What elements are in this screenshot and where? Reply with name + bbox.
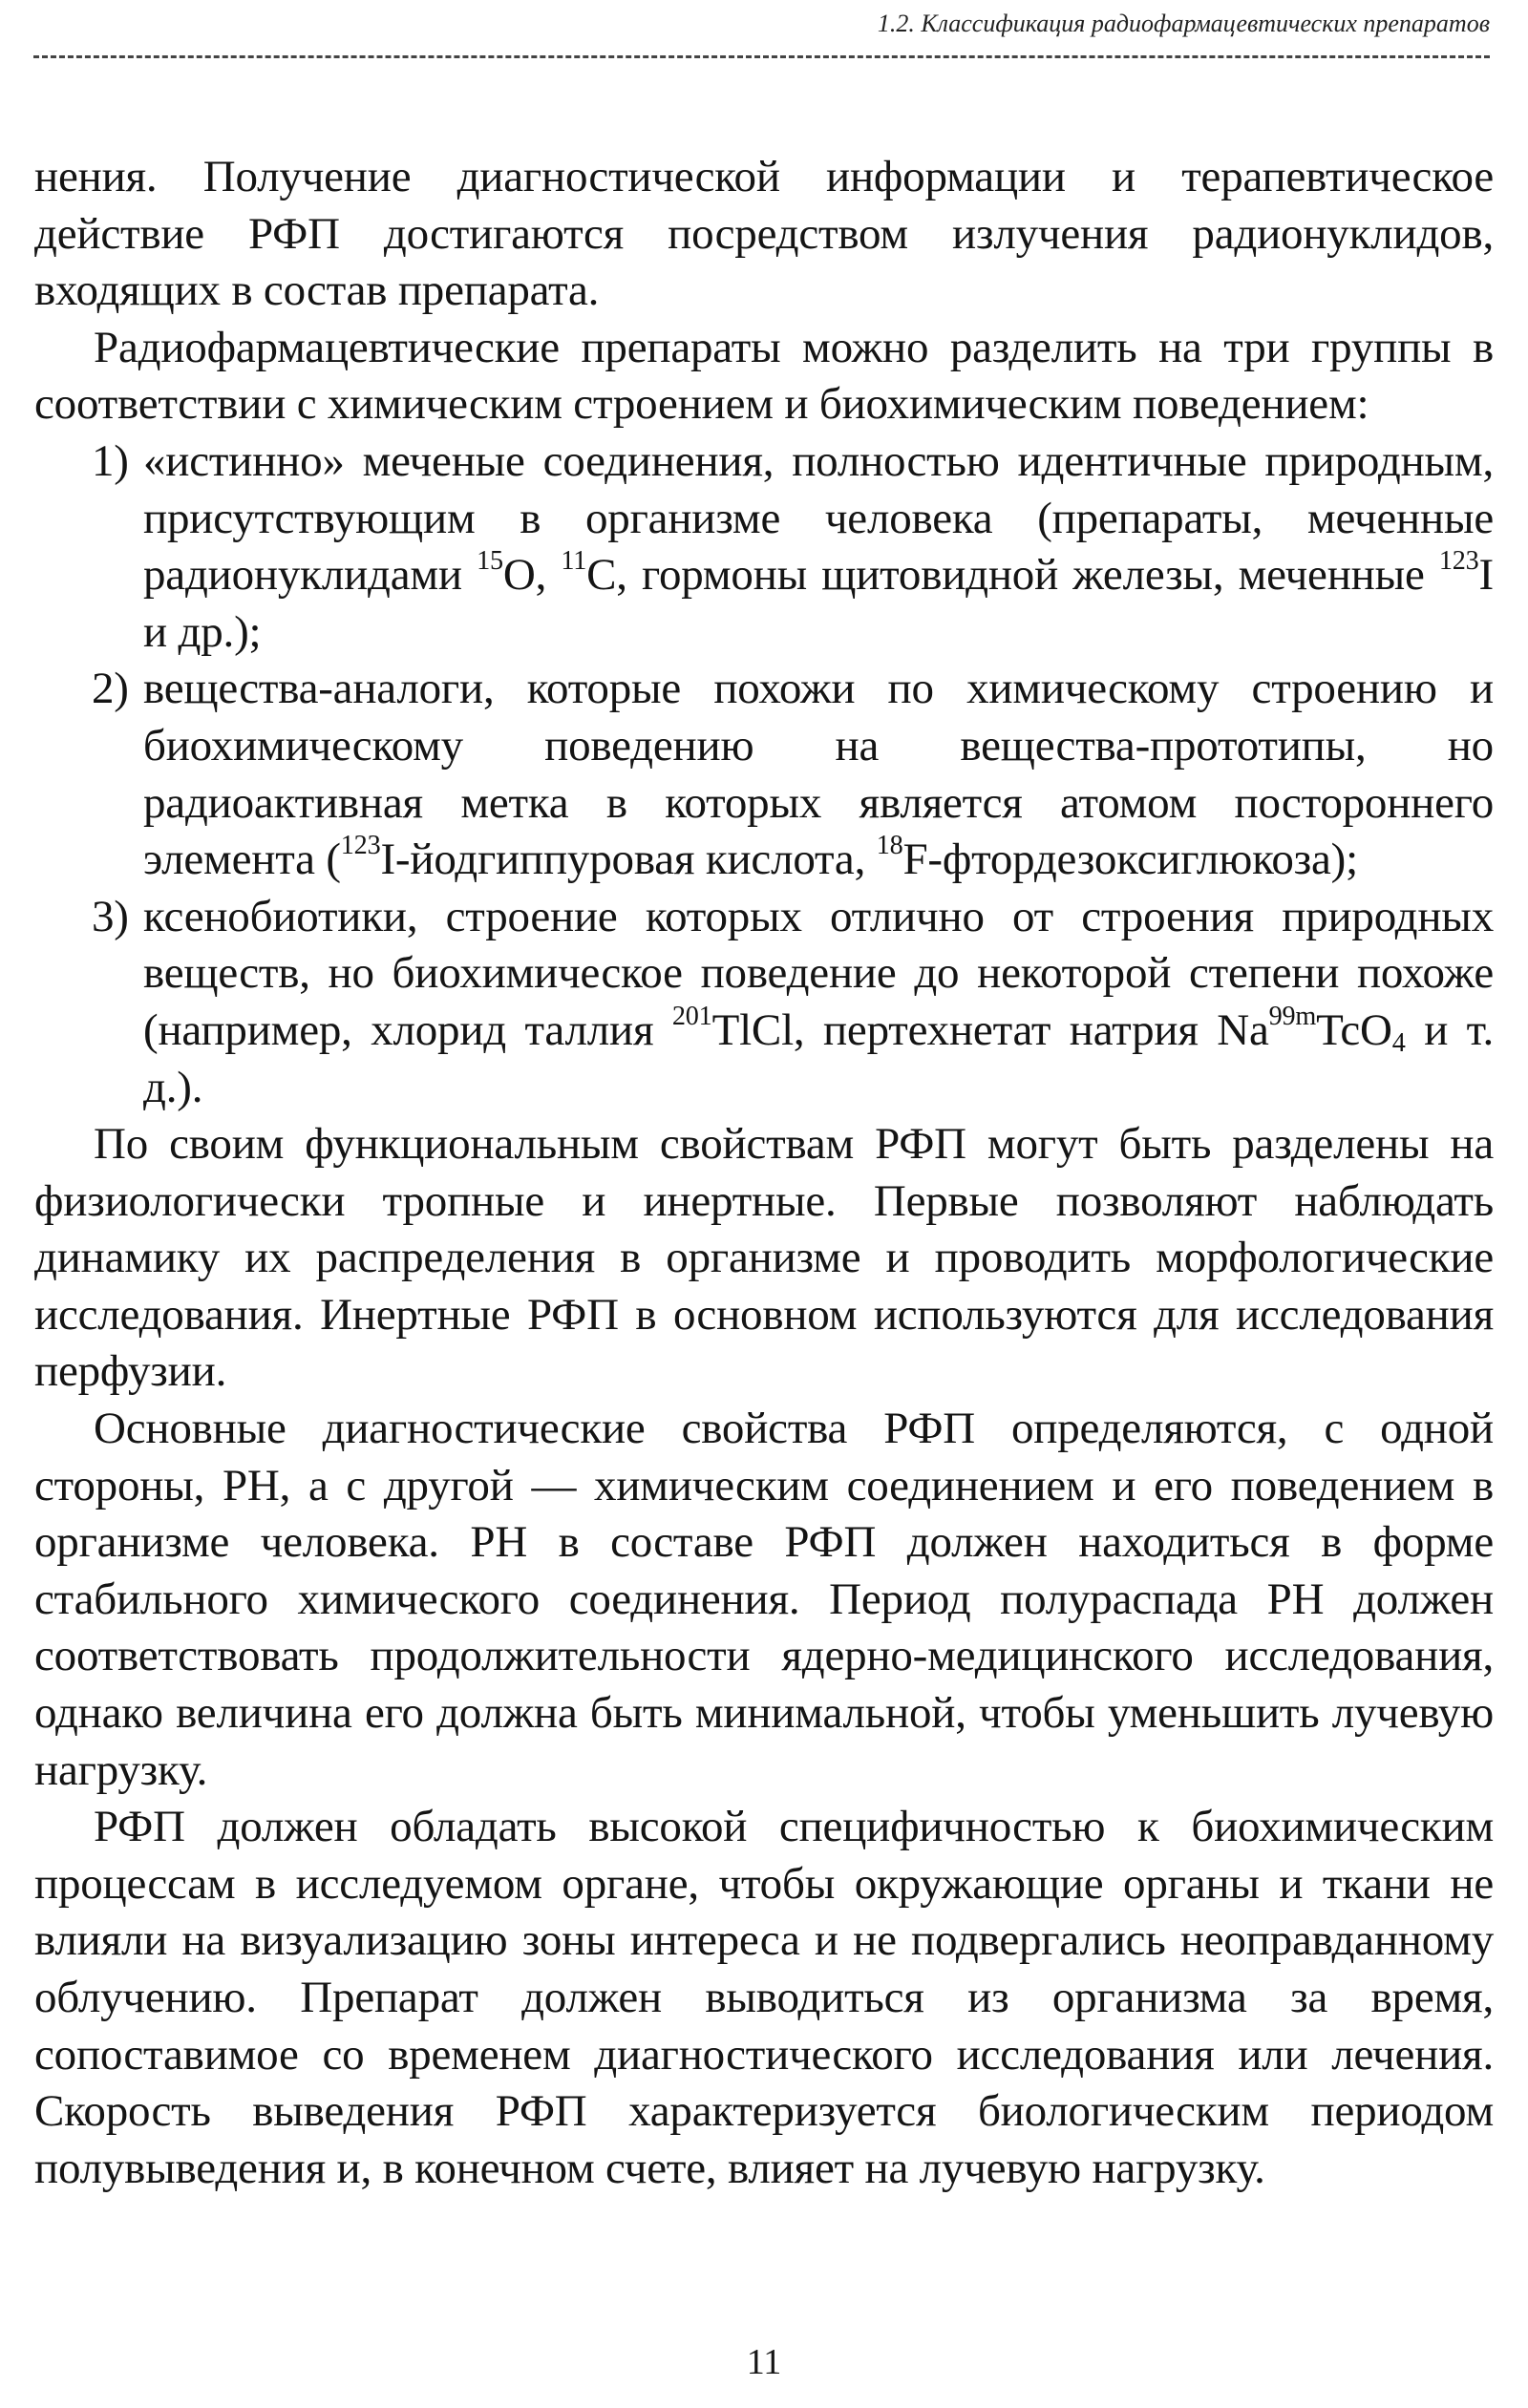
list-text: C, гормоны щитовидной железы, меченные bbox=[586, 550, 1439, 601]
list-text: TlCl, пертехнетат натрия Na bbox=[711, 1004, 1269, 1055]
page-number: 11 bbox=[746, 2342, 782, 2382]
isotope-mass: 123 bbox=[340, 830, 381, 860]
list-item bbox=[34, 889, 1494, 1116]
list-text: ксенобиотики, строение которых отлично от строения природных веществ, но биохимическое поведение до некоторой степени похоже (например, хлорид таллия bbox=[143, 891, 1494, 1055]
list-text: O, bbox=[502, 550, 562, 601]
paragraph: РФП должен обладать высокой специфичностью к биохимическим процессам в исследуемом органе, чтобы окружающие органы и ткани не влияли на визуализацию зоны интереса и не подвергались неоправданному облучению. Препарат должен выводиться из организма за время, сопоставимое со временем диагностического исследования или лечения. Скорость выведения РФП характеризуется биологическим периодом полувыведения и, в конечном счете, влияет на лучевую нагрузку. bbox=[34, 1802, 1494, 2193]
list-text: TcO bbox=[1316, 1004, 1392, 1055]
list-text: «истинно» меченые соединения, полностью идентичные природным, присутствующим в организме человека (препараты, меченные радионуклидами bbox=[143, 435, 1494, 601]
list-text: F-фтордезоксиглюкоза); bbox=[902, 834, 1358, 885]
isotope-mass: 15 bbox=[477, 546, 503, 577]
paragraph: Основные диагностические свойства РФП определяются, с одной стороны, РН, а с другой — химическим соединением и его поведением в организме человека. РН в составе РФП должен находиться в форме стабильного химического соединения. Период полураспада РН должен соответствовать продолжительности ядерно-медицинского исследования, однако величина его должна быть минимальной, чтобы уменьшить лучевую нагрузку. bbox=[34, 1404, 1494, 1795]
list-text: вещества-аналоги, которые похожи по химическому строению и биохимическому поведению на вещества-прототипы, но радиоактивная метка в которых является атомом постороннего элемента ( bbox=[143, 664, 1494, 885]
list-text: и т. д.). bbox=[143, 1004, 1494, 1112]
header-divider bbox=[33, 55, 1490, 58]
subscript: 4 bbox=[1391, 1027, 1406, 1058]
list-text: I-йодгиппуровая кислота, bbox=[380, 834, 877, 885]
paragraph: Радиофармацевтические препараты можно разделить на три группы в соответствии с химическим строением и биохимическим поведением: bbox=[34, 322, 1494, 430]
list-item bbox=[34, 661, 1494, 888]
list-item-number: 2) bbox=[92, 664, 129, 714]
isotope-mass: 18 bbox=[876, 830, 903, 860]
isotope-mass: 123 bbox=[1438, 546, 1479, 577]
isotope-mass: 201 bbox=[671, 1001, 712, 1031]
list-item-number: 1) bbox=[92, 435, 129, 486]
isotope-mass: 99m bbox=[1268, 1001, 1317, 1031]
paragraph: По своим функциональным свойствам РФП могут быть разделены на физиологически тропные и инертные. Первые позволяют наблюдать динамику их распределения в организме и проводить морфологические исследования. Инертные РФП в основном используются для исследования перфузии. bbox=[34, 1119, 1494, 1397]
isotope-mass: 11 bbox=[561, 546, 587, 577]
list-item bbox=[34, 433, 1494, 661]
running-header: 1.2. Классификация радиофармацевтических препаратов bbox=[877, 10, 1490, 37]
page-body bbox=[34, 149, 1494, 2197]
list-text: I и др.); bbox=[143, 550, 1494, 657]
paragraph: нения. Получение диагностической информации и терапевтическое действие РФП достигаются посредством излучения радионуклидов, входящих в состав препарата. bbox=[34, 152, 1494, 316]
list-item-number: 3) bbox=[92, 891, 129, 941]
classification-list bbox=[34, 433, 1494, 1116]
